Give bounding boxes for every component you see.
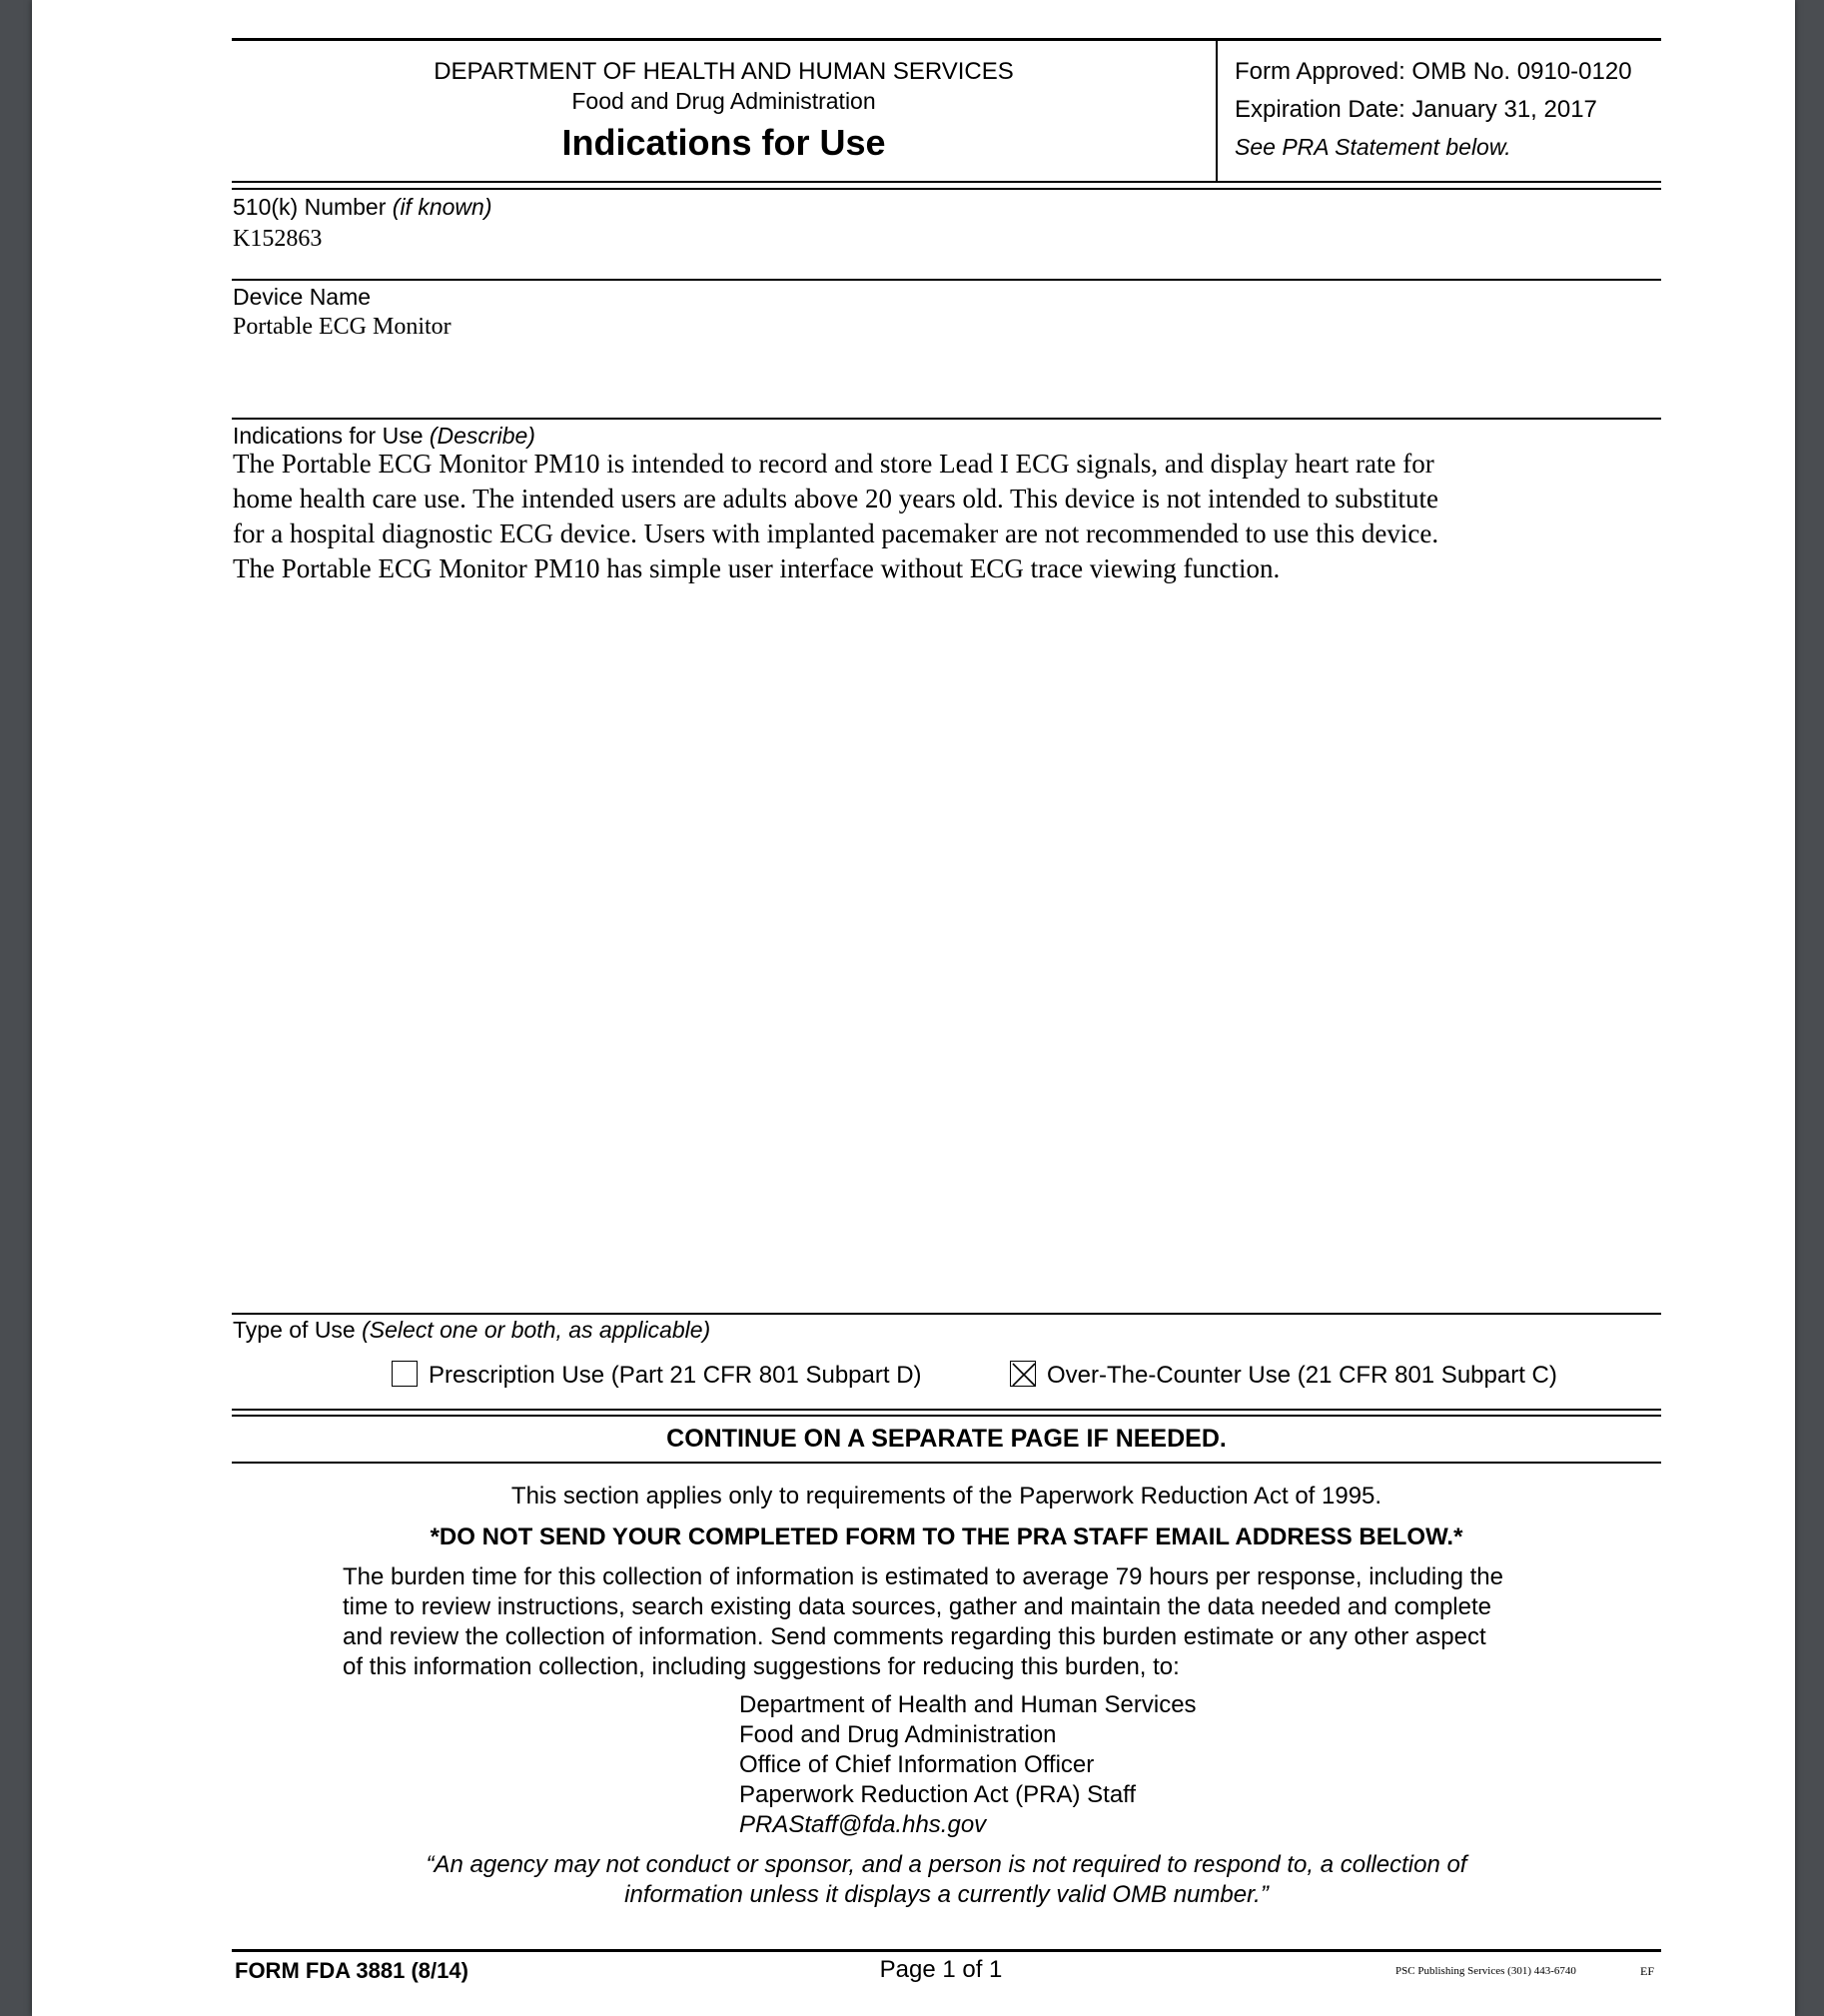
continue-notice: CONTINUE ON A SEPARATE PAGE IF NEEDED. <box>666 1425 1227 1453</box>
pra-burden-line: of this information collection, including suggestions for reducing this burden, to: <box>343 1653 1180 1680</box>
document-page <box>32 0 1795 2016</box>
header-divider <box>1216 40 1218 181</box>
pra-burden-line: and review the collection of information. Send comments regarding this burden estimate or any other aspect <box>343 1623 1486 1650</box>
indications-line: The Portable ECG Monitor PM10 has simple user interface without ECG trace viewing function. <box>233 553 1281 583</box>
omb-quote <box>232 1850 1661 1910</box>
continue-rule-3 <box>232 1462 1661 1464</box>
address-line: Office of Chief Information Officer <box>739 1751 1095 1778</box>
agency-name: Food and Drug Administration <box>571 88 876 114</box>
indications-label: Indications for Use (Describe) <box>233 423 535 449</box>
device-name-label: Device Name <box>233 284 372 310</box>
publisher: PSC Publishing Services (301) 443-6740 <box>1395 1965 1576 1977</box>
address-line: Paperwork Reduction Act (PRA) Staff <box>739 1781 1137 1808</box>
device-name-value: Portable ECG Monitor <box>233 314 452 340</box>
otc-use-label: Over-The-Counter Use (21 CFR 801 Subpart C) <box>1047 1362 1557 1389</box>
prescription-use-checkbox[interactable] <box>392 1361 418 1387</box>
expiration-date: Expiration Date: January 31, 2017 <box>1235 96 1597 123</box>
ef-mark: EF <box>1640 1964 1655 1978</box>
address-line: Department of Health and Human Services <box>739 1691 1197 1718</box>
header-left-block <box>232 40 1216 181</box>
indications-line: The Portable ECG Monitor PM10 is intended to record and store Lead I ECG signals, and display heart rate for <box>233 449 1434 479</box>
prescription-use-label: Prescription Use (Part 21 CFR 801 Subpart D) <box>429 1362 922 1389</box>
pra-burden-line: The burden time for this collection of information is estimated to average 79 hours per response, including the <box>343 1563 1503 1590</box>
pra-burden-line: time to review instructions, search existing data sources, gather and maintain the data needed and complete <box>343 1593 1491 1620</box>
otc-use-checkbox[interactable] <box>1010 1361 1036 1387</box>
section-rule-type-of-use <box>232 1313 1661 1315</box>
k510-label: 510(k) Number (if known) <box>233 194 492 220</box>
pra-applies: This section applies only to requirements of the Paperwork Reduction Act of 1995. <box>510 1483 1382 1510</box>
address-line: Food and Drug Administration <box>739 1721 1057 1748</box>
department-name: DEPARTMENT OF HEALTH AND HUMAN SERVICES <box>434 58 1014 85</box>
form-id: FORM FDA 3881 (8/14) <box>235 1958 468 1983</box>
indications-line: for a hospital diagnostic ECG device. Users with implanted pacemaker are not recommended to use this device. <box>233 518 1439 548</box>
continue-rule-1 <box>232 1409 1661 1411</box>
checkbox-x-icon <box>1011 1362 1037 1388</box>
type-of-use-label: Type of Use (Select one or both, as applicable) <box>233 1317 711 1343</box>
pra-warning: *DO NOT SEND YOUR COMPLETED FORM TO THE PRA STAFF EMAIL ADDRESS BELOW.* <box>430 1523 1463 1550</box>
section-rule-indications <box>232 418 1661 420</box>
indications-text <box>233 447 1631 586</box>
k510-value: K152863 <box>233 226 323 252</box>
header-bottom-rule-2 <box>232 188 1661 190</box>
pra-burden-paragraph <box>343 1562 1503 1682</box>
header-bottom-rule-1 <box>232 181 1661 183</box>
omb-quote-line: information unless it displays a currently valid OMB number.” <box>624 1881 1269 1908</box>
pra-address <box>739 1690 1197 1840</box>
omb-quote-line: “An agency may not conduct or sponsor, and a person is not required to respond to, a collection of <box>426 1851 1467 1878</box>
page-number: Page 1 of 1 <box>879 1956 1003 1983</box>
indications-line: home health care use. The intended users are adults above 20 years old. This device is not intended to substitute <box>233 484 1438 513</box>
pra-note: See PRA Statement below. <box>1235 134 1511 160</box>
page-title: Indications for Use <box>561 122 886 163</box>
pra-email-link[interactable]: PRAStaff@fda.hhs.gov <box>739 1811 987 1838</box>
continue-rule-2 <box>232 1415 1661 1417</box>
section-rule-device <box>232 279 1661 281</box>
footer-rule <box>232 1949 1661 1952</box>
form-approved: Form Approved: OMB No. 0910-0120 <box>1235 58 1632 85</box>
